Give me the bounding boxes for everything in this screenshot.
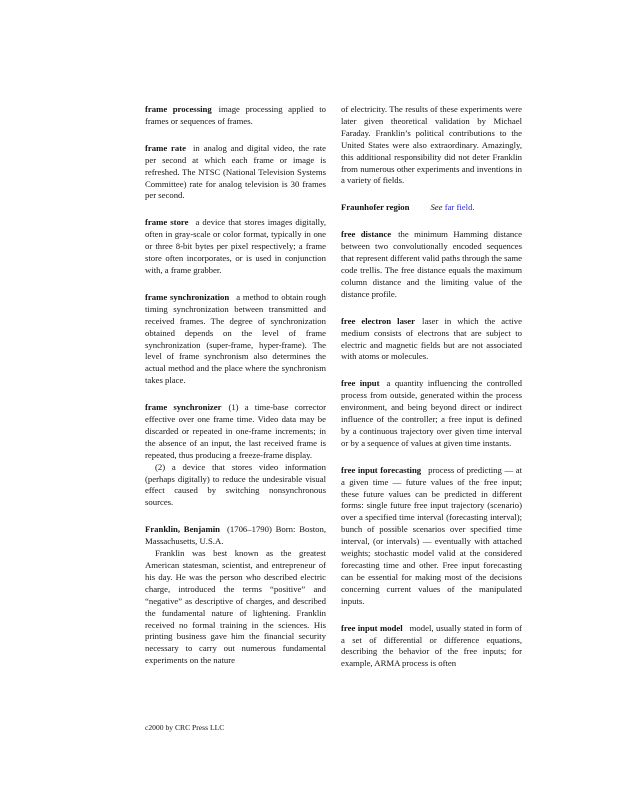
right-column [341, 104, 522, 685]
entry-definition: (1) a time-base corrector effective over one frame time. Video data may be discarded or repeated in one-frame increments; in the absence of an input, the last received frame is repeated, thus producing a freeze-frame display. [145, 402, 326, 460]
entry-fraunhofer-region [341, 202, 522, 214]
entry-definition: (1706–1790) Born: Boston, Massachusetts, U.S.A. [145, 524, 326, 547]
entry-term: Franklin, Benjamin [145, 524, 220, 535]
entry-term: free input forecasting [341, 464, 422, 475]
entry-free-distance [341, 229, 522, 300]
entry-free-electron-laser [341, 316, 522, 364]
far-field-link[interactable]: far field [444, 202, 473, 213]
entry-definition: a quantity influencing the controlled process from outside, generated within the process environment, and being beyond direct or indirect influence of the controller; a free input is defined by a continuous trajectory over given time interval or by a sequence of values at given time instants. [341, 378, 522, 448]
entry-definition: image processing applied to frames or sequences of frames. [145, 104, 326, 126]
copyright-footer: c2000 by CRC Press LLC [145, 723, 225, 732]
entry-definition: laser in which the active medium consists of electrons that are subject to electric and magnetic fields but are not associated with atoms or molecules. [341, 315, 523, 362]
entry-term: frame rate [145, 142, 187, 153]
entry-frame-rate [145, 143, 326, 203]
entry-term: free electron laser [341, 315, 416, 326]
entry-definition: the minimum Hamming distance between two convolutionally encoded sequences that represent different valid paths through the same code trellis. The free distance equals the maximum column distance and the limiting value of the distance profile. [341, 229, 523, 299]
continuation-text: of electricity. The results of these experiments were later given theoretical validation by Michael Faraday. Franklin’s political contributions to the United States were also extraordinary. Amazingly, this additional responsibility did not deter Franklin from numerous other experiments and inventions in a variety of fields. [341, 104, 522, 186]
entry-term: free input model [341, 622, 403, 633]
franklin-continuation [341, 104, 522, 187]
entry-definition: model, usually stated in form of a set of differential or difference equations, describing the behavior of the free inputs; for example, ARMA process is often [341, 622, 522, 669]
entry-term: Fraunhofer region [341, 202, 410, 213]
entry-definition: a device that stores images digitally, often in gray-scale or color format, typically in one or three 8-bit bytes per pixel respectively; a frame store often incorporates, or is used in conjunction with, a frame grabber. [145, 217, 326, 275]
entry-frame-processing [145, 104, 326, 128]
entry-definition: in analog and digital video, the rate per second at which each frame or image is refreshed. The NTSC (National Television Systems Committee) rate for analog television is 30 frames per second. [145, 142, 326, 201]
entry-free-input-model [341, 623, 522, 671]
entry-frame-synchronizer [145, 402, 326, 509]
entry-term: frame store [145, 217, 189, 228]
entry-frame-store [145, 217, 326, 277]
entry-definition: a method to obtain rough timing synchronization between transmitted and received frames. The degree of synchronization obtained depends on the level of frame synchronization (super-frame, hyper-frame). The level of frame synchronism also determines the actual method and the place where the synchronism takes place. [145, 291, 326, 386]
entry-term: free distance [341, 229, 392, 240]
entry-term: frame synchronizer [145, 402, 222, 413]
entry-definition-2: Franklin was best known as the greatest American statesman, scientist, and entrepreneur of his day. He was the person who described electric charge, introduced the terms “positive” and “negative” as descriptive of charges, and described the fundamental nature of lightening. Franklin received no formal training in the sciences. His printing business gave him the financial security necessary to carry out numerous fundamental experiments on the nature [145, 548, 326, 666]
entry-free-input [341, 378, 522, 449]
entry-free-input-forecasting [341, 465, 522, 608]
entry-term: free input [341, 378, 380, 389]
entry-franklin-benjamin [145, 524, 326, 667]
xref-period: . [472, 202, 475, 213]
entry-term: frame synchronization [145, 291, 230, 302]
left-column [145, 104, 326, 682]
see-label: See [430, 202, 443, 213]
entry-definition: process of predicting — at a given time — future values of the free input; these future values can be predicted in different forms: single future free input trajectory (scenario) over a specified time interval (forecasting interval); bunch of possible scenarios over specified time interval, (or intervals) — eventually with attached weights; stochastic model valid at the considered forecasting time and other. Free input forecasting can be essential for making most of the decisions concerning current values of the manipulated inputs. [341, 464, 522, 606]
entry-frame-synchronization [145, 292, 326, 387]
entry-definition-2: (2) a device that stores video information (perhaps digitally) to reduce the undesirable visual effect caused by switching nonsynchronous sources. [145, 461, 326, 508]
entry-term: frame processing [145, 104, 212, 114]
